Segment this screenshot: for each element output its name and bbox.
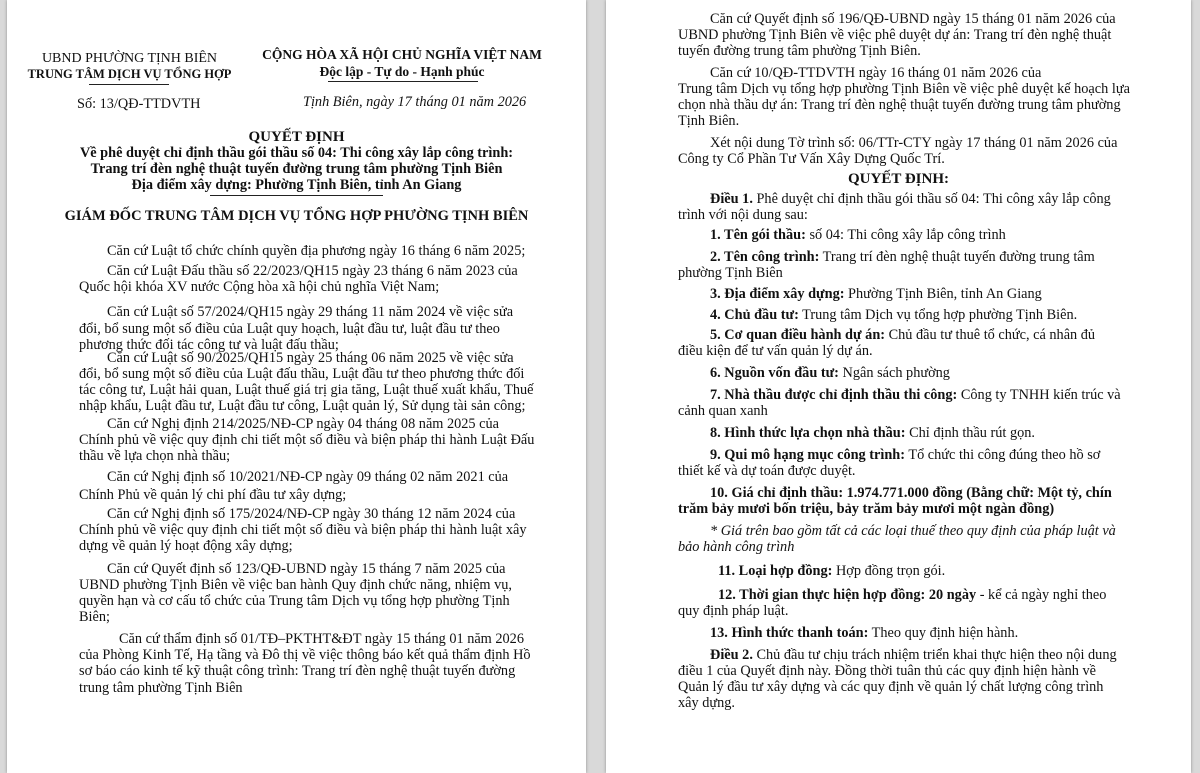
item-text: Theo quy định hiện hành. [868, 625, 1019, 641]
item-line [710, 226, 1006, 244]
body-line: Căn cứ Nghị định số 175/2024/NĐ-CP ngày 30 tháng 12 năm 2024 của [107, 506, 516, 522]
item-label: 5. Cơ quan điều hành dự án: [710, 327, 886, 343]
intro-line: Xét nội dung Tờ trình số: 06/TTr-CTY ngày 17 tháng 01 năm 2026 của [710, 135, 1118, 151]
body-line: Căn cứ Nghị định số 10/2021/NĐ-CP ngày 09 tháng 02 năm 2021 của [107, 469, 509, 485]
document-page-left [7, 0, 586, 773]
article1-line2: trình với nội dung sau: [678, 207, 808, 223]
item-line: thiết kế và dự toán được duyệt. [678, 463, 856, 479]
item-text: Trung tâm Dịch vụ tổng hợp phường Tịnh Biên. [798, 307, 1078, 323]
body-line: sơ báo cáo kinh tế kỹ thuật công trình: Trang trí đèn nghệ thuật tuyến đường [79, 663, 516, 679]
document-number: Số: 13/QĐ-TTDVTH [77, 96, 201, 112]
item-line [710, 424, 1035, 442]
body-line: Căn cứ Quyết định số 123/QĐ-UBND ngày 15 tháng 7 năm 2025 của [107, 561, 506, 577]
body-line: Biên; [79, 609, 110, 625]
item-label: 9. Qui mô hạng mục công trình: [710, 447, 906, 463]
org-name-line2: TRUNG TÂM DỊCH VỤ TỔNG HỢP [27, 67, 232, 81]
intro-line: chọn nhà thầu dự án: Trang trí đèn nghệ thuật tuyến đường trung tâm phường [678, 97, 1121, 113]
item-text: - kể cả ngày nghỉ theo [976, 587, 1107, 603]
item-label: 2. Tên công trình: [710, 249, 820, 265]
item-label: 8. Hình thức lựa chọn nhà thầu: [710, 425, 906, 441]
body-line: nhập khẩu, Luật đầu tư, Luật đầu tư công, Luật quản lý, Sử dụng tài sản công; [79, 398, 526, 414]
subject-line2: Trang trí đèn nghệ thuật tuyến đường trung tâm phường Tịnh Biên [90, 161, 503, 177]
item-line [710, 285, 1042, 303]
item-text: Trang trí đèn nghệ thuật tuyến đường trung tâm [819, 249, 1095, 265]
item-line [710, 306, 1077, 324]
body-line: Căn cứ Luật số 57/2024/QH15 ngày 29 tháng 11 năm 2024 về việc sửa [107, 304, 514, 320]
article2-label: Điều 2. [710, 647, 753, 663]
price-line2: trăm bảy mươi bốn triệu, bảy trăm bảy mươi một ngàn đồng) [678, 501, 1055, 517]
item-label: 13. Hình thức thanh toán: [710, 625, 869, 641]
place-date: Tịnh Biên, ngày 17 tháng 01 năm 2026 [303, 94, 527, 110]
nation-motto-line1: CỘNG HÒA XÃ HỘI CHỦ NGHĨA VIỆT NAM [262, 47, 542, 62]
article2-line3: Quản lý đầu tư xây dựng và các quy định về quản lý chất lượng công trình [678, 679, 1104, 695]
body-line: Căn cứ thẩm định số 01/TĐ–PKTHT&ĐT ngày 15 tháng 01 năm 2026 [119, 631, 524, 647]
article2-line2: điều 1 của Quyết định này. Đồng thời tuân thủ các quy định hiện hành về [678, 663, 1096, 679]
body-line: quyền hạn và cơ cấu tổ chức của Trung tâm Dịch vụ tổng hợp phường Tịnh [79, 593, 510, 609]
nation-motto-line2: Độc lập - Tự do - Hạnh phúc [319, 64, 485, 79]
item-line [710, 364, 950, 382]
item-label: 12. Thời gian thực hiện hợp đồng: 20 ngày [718, 587, 977, 603]
item-label: 6. Nguồn vốn đầu tư: [710, 365, 839, 381]
intro-line: Công ty Cổ Phần Tư Vấn Xây Dựng Quốc Trí. [678, 151, 945, 167]
body-line: Quốc hội khóa XV nước Cộng hòa xã hội chủ nghĩa Việt Nam; [79, 279, 440, 295]
intro-line: Căn cứ Quyết định số 196/QĐ-UBND ngày 15 tháng 01 năm 2026 của [710, 11, 1116, 27]
item-text: số 04: Thi công xây lắp công trình [805, 227, 1006, 243]
item-line [710, 386, 1121, 404]
body-line: Căn cứ Nghị định 214/2025/NĐ-CP ngày 04 tháng 08 năm 2025 của [107, 416, 499, 432]
body-line: thầu về lựa chọn nhà thầu; [79, 448, 231, 464]
intro-line: Trung tâm Dịch vụ tổng hợp phường Tịnh Biên về việc phê duyệt kế hoạch lựa [678, 81, 1130, 97]
item-text: Chỉ định thầu rút gọn. [905, 425, 1035, 441]
item-label: 11. Loại hợp đồng: [718, 563, 833, 579]
decision-heading: QUYẾT ĐỊNH: [848, 171, 949, 187]
issuing-authority: GIÁM ĐỐC TRUNG TÂM DỊCH VỤ TỔNG HỢP PHƯỜNG TỊNH BIÊN [64, 208, 529, 224]
body-line: phương thức đối tác công tư và luật đấu thầu; [79, 337, 339, 353]
item-text: Ngân sách phường [838, 365, 950, 381]
item-label: 3. Địa điểm xây dựng: [710, 286, 845, 302]
body-line: tác công tư, Luật hải quan, Luật thuế giá trị gia tăng, Luật thuế xuất khẩu, Thuế [79, 382, 534, 398]
body-line: dựng về quản lý hoạt động xây dựng; [79, 538, 293, 554]
item-text: Chủ đầu tư thuê tổ chức, cá nhân đủ [885, 327, 1096, 343]
motto-underline [328, 81, 478, 82]
intro-line: tuyến đường trung tâm phường Tịnh Biên. [678, 43, 921, 59]
item-text: Hợp đồng trọn gói. [832, 563, 946, 579]
intro-line: Căn cứ 10/QĐ-TTDVTH ngày 16 tháng 01 năm 2026 của [710, 65, 1042, 81]
item-text: Công ty TNHH kiến trúc và [957, 387, 1121, 403]
article2-line4: xây dựng. [678, 695, 735, 711]
item-11 [718, 562, 945, 580]
subject-line3: Địa điểm xây dựng: Phường Tịnh Biên, tỉnh An Giang [131, 177, 462, 193]
price-note-line1: * Giá trên bao gồm tất cả các loại thuế theo quy định của pháp luật và [710, 523, 1116, 539]
item-13 [710, 624, 1018, 642]
article2-text: Chủ đầu tư chịu trách nhiệm triển khai thực hiện theo nội dung [752, 647, 1117, 663]
body-line: Chính phủ về việc quy định chi tiết một số điều và biện pháp thi hành luật xây [79, 522, 527, 538]
body-line: đổi, bổ sung một số điều của Luật quy hoạch, luật đầu tư, luật đầu tư theo [79, 321, 500, 337]
body-line: của Phòng Kinh Tế, Hạ tầng và Đô thị về việc thông báo kết quả thẩm định Hồ [79, 647, 531, 663]
body-line: trung tâm phường Tịnh Biên [79, 680, 243, 696]
item-text: Tổ chức thi công đúng theo hồ sơ [905, 447, 1101, 463]
item-12-line2: quy định pháp luật. [678, 603, 789, 619]
document-page-right [606, 0, 1191, 773]
item-text: Phường Tịnh Biên, tỉnh An Giang [844, 286, 1042, 302]
body-line: Chính phủ về việc quy định chi tiết một số điều và biện pháp thi hành Luật Đấu [79, 432, 535, 448]
intro-line: UBND phường Tịnh Biên về việc phê duyệt dự án: Trang trí đèn nghệ thuật [678, 27, 1112, 43]
item-line: điều kiện để tư vấn quản lý dự án. [678, 343, 873, 359]
price-note-line2: bảo hành công trình [678, 539, 795, 555]
body-line: Căn cứ Luật tổ chức chính quyền địa phương ngày 16 tháng 6 năm 2025; [107, 243, 526, 259]
body-line: Căn cứ Luật Đấu thầu số 22/2023/QH15 ngày 23 tháng 6 năm 2023 của [107, 263, 518, 279]
org-name-line1: UBND PHƯỜNG TỊNH BIÊN [41, 51, 218, 66]
org-underline [89, 84, 169, 85]
item-line: cảnh quan xanh [678, 403, 768, 419]
intro-line: Tịnh Biên. [678, 113, 740, 129]
price-line1: 10. Giá chỉ định thầu: 1.974.771.000 đồng (Bằng chữ: Một tỷ, chín [710, 485, 1112, 501]
body-line: Căn cứ Luật số 90/2025/QH15 ngày 25 tháng 06 năm 2025 về việc sửa [107, 350, 514, 366]
item-line: phường Tịnh Biên [678, 265, 783, 281]
document-type: QUYẾT ĐỊNH [248, 129, 345, 145]
item-label: 4. Chủ đầu tư: [710, 307, 799, 323]
subject-line1: Về phê duyệt chỉ định thầu gói thầu số 04: Thi công xây lắp công trình: [79, 145, 514, 161]
item-label: 1. Tên gói thầu: [710, 227, 806, 243]
body-line: Chính Phủ về quản lý chi phí đầu tư xây dựng; [79, 487, 347, 503]
article1-text: Phê duyệt chỉ định thầu gói thầu số 04: Thi công xây lắp công [752, 191, 1111, 207]
article1-label: Điều 1. [710, 191, 753, 207]
item-label: 7. Nhà thầu được chỉ định thầu thi công: [710, 387, 958, 403]
body-line: UBND phường Tịnh Biên về việc ban hành Quy định chức năng, nhiệm vụ, [79, 577, 512, 593]
body-line: đổi, bổ sung một số điều của Luật đấu thầu, Luật đầu tư theo phương thức đối [79, 366, 525, 382]
subject-underline [210, 195, 383, 196]
